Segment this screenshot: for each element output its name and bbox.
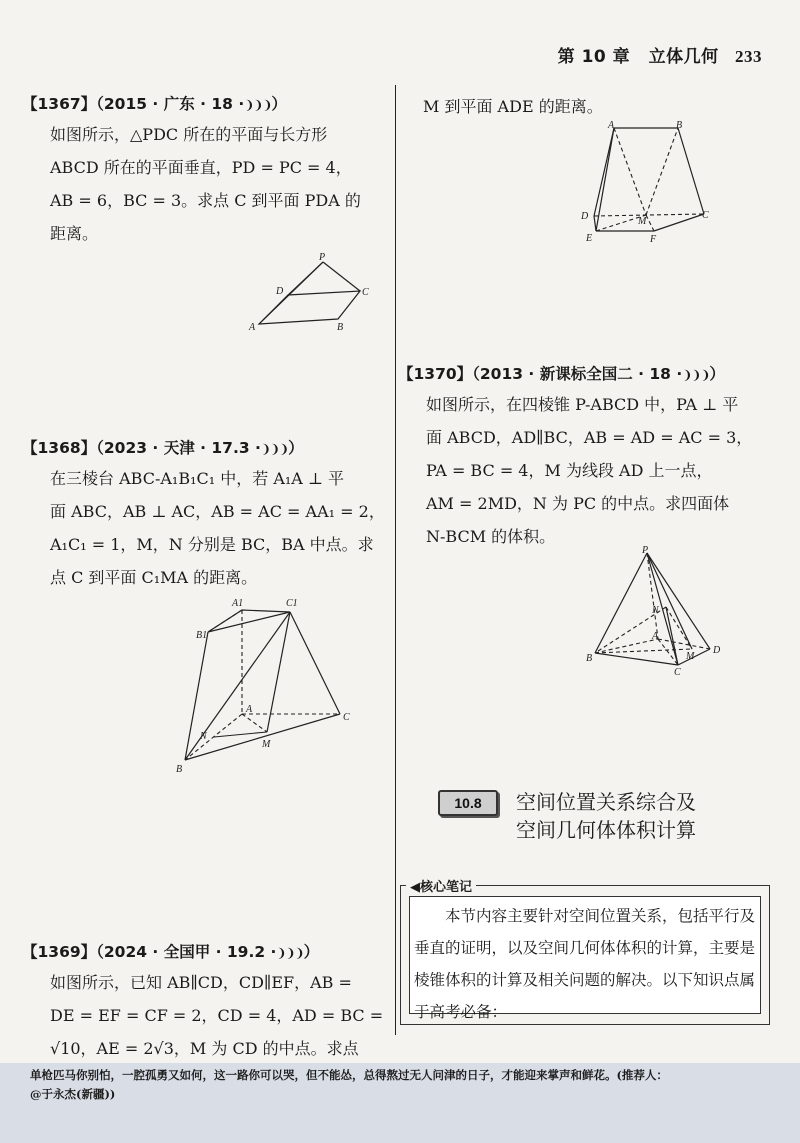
label-M: M <box>638 216 647 227</box>
problem-body <box>398 388 766 553</box>
section-title-line: 空间几何体体积计算 <box>516 818 696 842</box>
problem-line: √10，AE = 2√3，M 为 CD 的中点。求点 <box>50 1039 359 1058</box>
footer-quote <box>30 1066 780 1104</box>
label-A: A <box>652 631 659 642</box>
label-D: D <box>713 645 721 656</box>
problem-title <box>22 436 390 458</box>
label-D: D <box>276 286 284 297</box>
problem-title <box>398 362 766 384</box>
problem-1367 <box>22 92 390 250</box>
label-F: F <box>650 234 657 245</box>
problem-line: 如图所示，△PDC 所在的平面与长方形 <box>50 125 328 144</box>
label-M: M <box>686 651 695 662</box>
chapter-title: 立体几何 <box>648 47 719 67</box>
paren-close: ） <box>303 943 320 961</box>
paren-close: ） <box>709 365 725 383</box>
difficulty-stars-icon: ❩❩❩ <box>276 946 304 960</box>
label-N: N <box>652 605 659 616</box>
label-C: C <box>362 287 369 298</box>
problem-line: A₁C₁ = 1，M，N 分别是 BC，BA 中点。求 <box>50 535 374 554</box>
core-notes-text: 本节内容主要针对空间位置关系，包括平行及垂直的证明，以及空间几何体体积的计算，主要是棱锥体积的计算及相关问题的解决。以下知识点属于高考必备： <box>414 907 756 1021</box>
label-A: A <box>246 704 253 715</box>
core-notes-label: ◀核心笔记 <box>406 876 476 895</box>
label-C: C <box>702 210 709 221</box>
section-title <box>516 788 696 844</box>
problem-source: （2013 · 新课标全国二 · 18 · <box>472 365 683 383</box>
page-number: 233 <box>735 47 762 66</box>
figure-1369 <box>576 118 716 248</box>
footer-line: @于永杰(新疆)) <box>30 1087 116 1101</box>
problem-body <box>22 118 390 250</box>
problem-line: 在三棱台 ABC-A₁B₁C₁ 中，若 A₁A ⊥ 平 <box>50 469 345 488</box>
problem-1368 <box>22 436 390 594</box>
label-B: B <box>337 322 344 333</box>
column-divider <box>395 85 396 1035</box>
problem-line: AB = 6，BC = 3。求点 C 到平面 PDA 的 <box>50 191 361 210</box>
difficulty-stars-icon: ❩❩❩ <box>260 442 289 456</box>
problem-source: （2023 · 天津 · 17.3 · <box>96 439 261 457</box>
label-B1: B1 <box>196 630 208 641</box>
label-A: A <box>608 120 615 131</box>
problem-line: 如图所示，已知 AB∥CD，CD∥EF，AB = <box>50 973 352 992</box>
problem-id: 【1370】 <box>398 365 473 383</box>
label-P: P <box>642 545 649 556</box>
label-A1: A1 <box>232 598 244 609</box>
problem-title <box>22 940 390 962</box>
problem-body <box>22 966 390 1065</box>
problem-line: PA = BC = 4，M 为线段 AD 上一点， <box>426 461 713 480</box>
problem-source: （2024 · 全国甲 · 19.2 · <box>96 943 277 961</box>
figure-1367 <box>245 250 375 335</box>
label-C1: C1 <box>286 598 298 609</box>
page-header <box>558 42 762 67</box>
section-number-badge: 10.8 <box>438 790 498 816</box>
difficulty-stars-icon: ❩❩❩ <box>244 98 272 112</box>
problem-id: 【1368】 <box>22 439 97 457</box>
label-P: P <box>319 252 326 263</box>
problem-id: 【1369】 <box>22 943 97 961</box>
problem-line: ABCD 所在的平面垂直，PD = PC = 4， <box>50 158 352 177</box>
label-C: C <box>674 667 681 675</box>
problem-line: 面 ABCD，AD∥BC，AB = AD = AC = 3， <box>426 428 753 447</box>
problem-line: M 到平面 ADE 的距离。 <box>423 97 603 116</box>
problem-body <box>22 462 390 594</box>
problem-line: AM = 2MD，N 为 PC 的中点。求四面体 <box>426 494 730 513</box>
figure-1368 <box>170 592 365 777</box>
problem-line: 点 C 到平面 C₁MA 的距离。 <box>50 568 258 587</box>
problem-line: N-BCM 的体积。 <box>426 527 556 546</box>
chapter-number: 第 10 章 <box>557 47 631 67</box>
paren-close: ） <box>271 95 287 113</box>
section-title-line: 空间位置关系综合及 <box>516 790 696 814</box>
label-B: B <box>586 653 593 664</box>
label-B: B <box>176 764 183 775</box>
problem-line: 面 ABC，AB ⊥ AC，AB = AC = AA₁ = 2， <box>50 502 385 521</box>
problem-1369 <box>22 940 390 1065</box>
difficulty-stars-icon: ❩❩❩ <box>682 368 710 382</box>
problem-1370 <box>398 362 766 553</box>
problem-line: DE = EF = CF = 2，CD = 4，AD = BC = <box>50 1006 384 1025</box>
figure-1370 <box>582 545 732 675</box>
problem-id: 【1367】 <box>22 95 97 113</box>
label-D: D <box>581 211 589 222</box>
problem-source: （2015 · 广东 · 18 · <box>96 95 245 113</box>
label-B: B <box>676 120 683 131</box>
problem-title <box>22 92 390 114</box>
label-M: M <box>262 739 271 750</box>
label-A: A <box>249 322 256 333</box>
label-N: N <box>200 731 207 742</box>
problem-line: 距离。 <box>50 224 99 243</box>
footer-line: 单枪匹马你别怕，一腔孤勇又如何，这一路你可以哭，但不能怂，总得熬过无人问津的日子，才能迎来掌声和鲜花。(推荐人： <box>30 1068 668 1082</box>
paren-close: ） <box>288 439 304 457</box>
label-E: E <box>586 233 593 244</box>
label-C: C <box>343 712 350 723</box>
problem-line: 如图所示，在四棱锥 P-ABCD 中，PA ⊥ 平 <box>426 395 739 414</box>
